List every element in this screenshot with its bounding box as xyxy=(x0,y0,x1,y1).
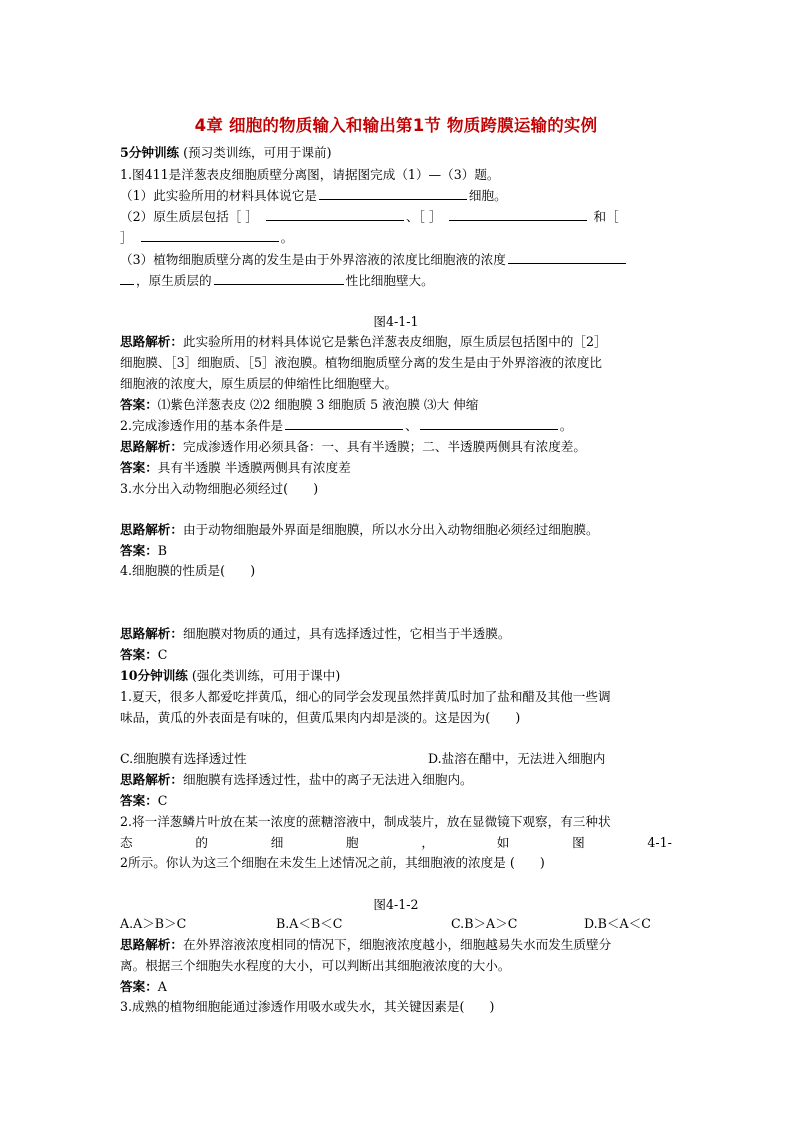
question-text: 。 xyxy=(280,230,294,245)
explanation-text: 由于动物细胞最外界面是细胞膜，所以水分出入动物细胞必须经过细胞膜。 xyxy=(182,522,599,537)
justified-word: 4-1- xyxy=(647,835,672,850)
question-3: 3.水分出入动物细胞必须经过( ) xyxy=(120,481,319,496)
answer-label: 答案： xyxy=(120,793,158,808)
explanation-text: 细胞膜对物质的通过，具有选择透过性，它相当于半透膜。 xyxy=(182,626,511,641)
justified-word: 细 xyxy=(270,835,284,850)
answer-b1 xyxy=(120,791,167,811)
question-text: 细胞。 xyxy=(468,188,507,203)
question-text: ，原生质层的 xyxy=(136,273,212,288)
question-1-part-1 xyxy=(120,186,507,206)
question-b2-line-1: 2.将一洋葱鳞片叶放在某一浓度的蔗糖溶液中，制成装片，放在显微镜下观察，有三种状 xyxy=(120,814,611,829)
answer-text: C xyxy=(157,647,168,662)
section-label: 10分钟训练 xyxy=(120,668,188,683)
explanation-4 xyxy=(120,624,510,644)
answer-b2 xyxy=(120,977,167,997)
question-1-part-2 xyxy=(120,207,619,227)
justified-word: 如 xyxy=(496,835,510,850)
question-b2-line-3: 2所示。你认为这三个细胞在未发生上述情况之前，其细胞液的浓度是 ( ) xyxy=(120,855,545,870)
section-note: (预习类训练，可用于课前) xyxy=(183,145,332,160)
option-d: D.B＜A＜C xyxy=(584,916,651,931)
answer-blank xyxy=(285,416,403,430)
section-label: 5分钟训练 xyxy=(120,145,180,160)
explanation-text: 在外界溶液浓度相同的情况下，细胞液浓度越小，细胞越易失水而发生质壁分 xyxy=(182,937,612,952)
document-title: 4章 细胞的物质输入和输出第1节 物质跨膜运输的实例 xyxy=(194,116,598,135)
question-text: 、 xyxy=(405,418,418,433)
justified-word: 图 xyxy=(572,835,585,850)
question-b1-line-1: 1.夏天，很多人都爱吃拌黄瓜，细心的同学会发现虽然拌黄瓜时加了盐和醋及其他一些调 xyxy=(120,689,611,704)
question-text: 、［ ］ xyxy=(405,209,442,224)
question-1-part-3-cont xyxy=(120,271,434,291)
question-text: 2.完成渗透作用的基本条件是 xyxy=(120,418,284,433)
answer-text: A xyxy=(157,979,167,994)
explanation-1-line-3: 细胞液的浓度大，原生质层的伸缩性比细胞壁大。 xyxy=(120,376,398,391)
answer-label: 答案： xyxy=(120,543,158,558)
answer-3 xyxy=(120,541,167,561)
answer-label: 答案： xyxy=(120,397,158,412)
question-1-part-2-cont xyxy=(120,228,293,248)
question-text: （2）原生质层包括［ ］ xyxy=(120,209,258,224)
question-1: 1.图411是洋葱表皮细胞质壁分离图，请据图完成（1）—（3）题。 xyxy=(120,167,500,182)
answer-blank xyxy=(319,186,467,200)
answer-1 xyxy=(120,395,478,415)
explanation-label: 思路解析： xyxy=(120,937,183,952)
justified-word: 态 xyxy=(120,835,133,850)
answer-text: C xyxy=(157,793,168,808)
answer-blank xyxy=(266,207,404,221)
explanation-label: 思路解析： xyxy=(120,626,183,641)
answer-4 xyxy=(120,645,167,665)
question-b1-options xyxy=(120,749,672,769)
question-2 xyxy=(120,416,572,436)
answer-2 xyxy=(120,458,351,478)
section-heading-10min xyxy=(120,666,340,686)
answer-blank xyxy=(120,271,134,285)
answer-blank xyxy=(420,416,558,430)
question-4: 4.细胞膜的性质是( ) xyxy=(120,563,256,578)
option-c: C.B＞A＞C xyxy=(451,916,518,931)
question-text: ］ xyxy=(120,230,133,245)
explanation-label: 思路解析： xyxy=(120,334,183,349)
explanation-text: 此实验所用的材料具体说它是紫色洋葱表皮细胞，原生质层包括图中的［2］ xyxy=(182,334,607,349)
explanation-text: 完成渗透作用必须具备：一、具有半透膜；二、半透膜两侧具有浓度差。 xyxy=(182,439,586,454)
answer-text: 具有半透膜 半透膜两侧具有浓度差 xyxy=(157,460,351,475)
explanation-1-line-1 xyxy=(120,332,607,352)
answer-blank xyxy=(449,207,587,221)
explanation-b2-line-1 xyxy=(120,935,611,955)
option-c: C.细胞膜有选择透过性 xyxy=(120,751,247,766)
explanation-b2-line-2: 离。根据三个细胞失水程度的大小，可以判断出其细胞液浓度的大小。 xyxy=(120,958,511,973)
option-d: D.盐溶在醋中，无法进入细胞内 xyxy=(428,751,606,766)
question-text: （1）此实验所用的材料具体说它是 xyxy=(120,188,317,203)
answer-label: 答案： xyxy=(120,979,158,994)
justified-word: ， xyxy=(421,835,434,850)
option-a: A.A＞B＞C xyxy=(120,916,187,931)
section-note: (强化类训练，可用于课中) xyxy=(191,668,341,683)
figure-caption-1: 图4-1-1 xyxy=(373,314,419,329)
question-1-part-3 xyxy=(120,250,628,270)
question-b2-line-2 xyxy=(120,833,672,853)
section-heading-5min xyxy=(120,143,332,163)
answer-label: 答案： xyxy=(120,647,158,662)
question-b3: 3.成熟的植物细胞能通过渗透作用吸水或失水，其关键因素是( ) xyxy=(120,999,495,1014)
answer-blank xyxy=(141,228,279,242)
question-b1-line-2: 味品，黄瓜的外表面是有味的，但黄瓜果肉内却是淡的。这是因为( ) xyxy=(120,710,521,725)
explanation-label: 思路解析： xyxy=(120,439,183,454)
explanation-b1 xyxy=(120,770,473,790)
explanation-label: 思路解析： xyxy=(120,522,183,537)
figure-caption-2: 图4-1-2 xyxy=(373,897,419,912)
explanation-text: 细胞膜有选择透过性，盐中的离子无法进入细胞内。 xyxy=(182,772,473,787)
question-text: 和［ xyxy=(593,209,619,224)
answer-text: B xyxy=(157,543,168,558)
justified-word: 胞 xyxy=(346,835,359,850)
question-text: 。 xyxy=(559,418,573,433)
explanation-2 xyxy=(120,437,586,457)
answer-text: ⑴紫色洋葱表皮 ⑵2 细胞膜 3 细胞质 5 液泡膜 ⑶大 伸缩 xyxy=(157,397,479,412)
answer-blank xyxy=(214,271,344,285)
explanation-label: 思路解析： xyxy=(120,772,183,787)
explanation-3 xyxy=(120,520,599,540)
justified-word: 的 xyxy=(195,835,208,850)
answer-blank xyxy=(508,250,626,264)
explanation-1-line-2: 细胞膜、［3］细胞质、［5］液泡膜。植物细胞质壁分离的发生是由于外界溶液的浓度比 xyxy=(120,355,602,370)
question-b2-options xyxy=(120,914,672,934)
option-b: B.A＜B＜C xyxy=(276,916,343,931)
answer-label: 答案： xyxy=(120,460,158,475)
question-text: 性比细胞壁大。 xyxy=(345,273,434,288)
question-text: （3）植物细胞质壁分离的发生是由于外界溶液的浓度比细胞液的浓度 xyxy=(120,252,506,267)
